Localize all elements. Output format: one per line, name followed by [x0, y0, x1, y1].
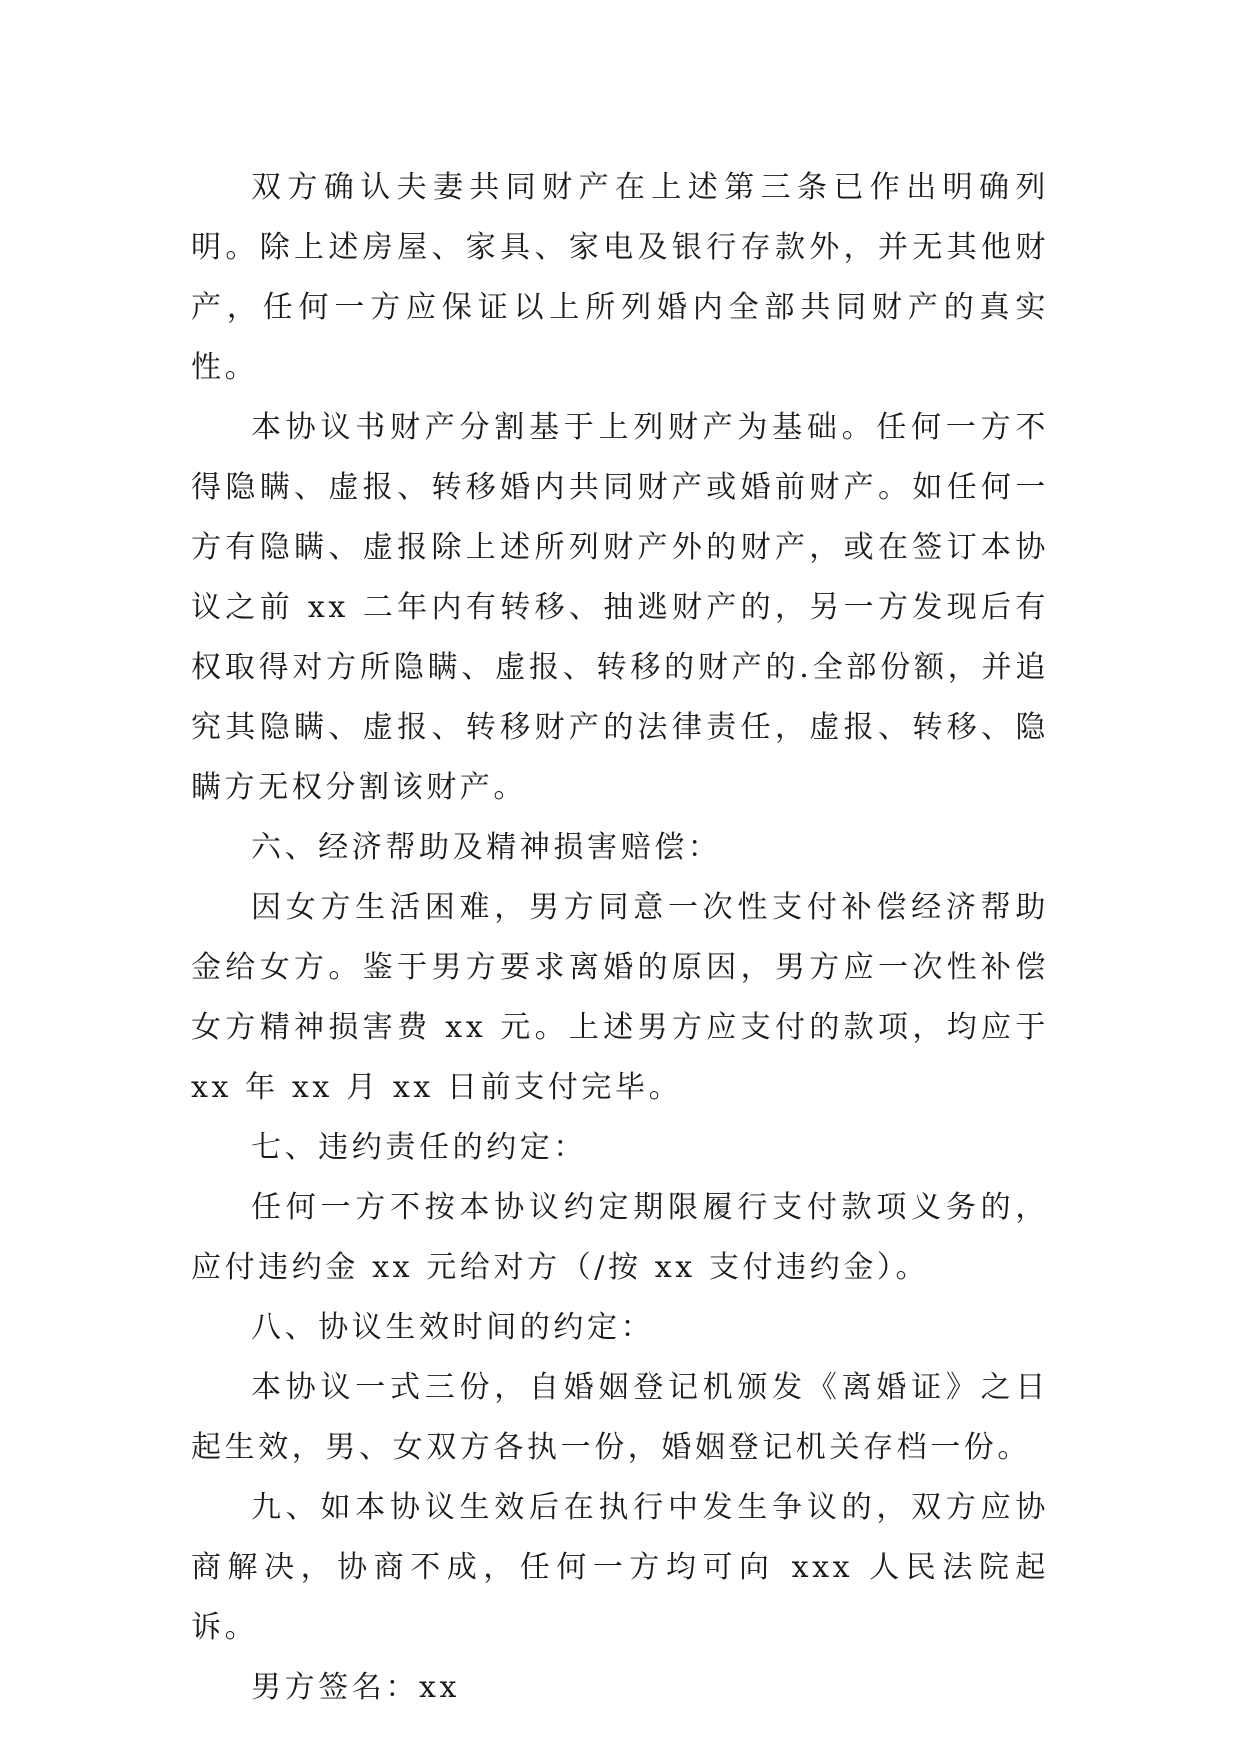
heading-economic-assistance: 六、经济帮助及精神损害赔偿： — [251, 830, 722, 865]
document-page — [191, 158, 1049, 1718]
heading-breach-liability: 七、违约责任的约定： — [251, 1130, 587, 1165]
heading-effective-time: 八、协议生效时间的约定： — [251, 1310, 655, 1345]
paragraph-property-division: 本协议书财产分割基于上列财产为基础。任何一方不得隐瞒、虚报、转移婚内共同财产或婚前财产。如任何一方有隐瞒、虚报除上述所列财产外的财产，或在签订本协议之前 xx 二年内有转移、抽逃财产的，另一方发现后有权取得对方所隐瞒、虚报、转移的财产的.全部份额，并追究其隐瞒、虚报、转移财产的法律责任，虚报、转移、隐瞒方无权分割该财产。 — [191, 410, 1049, 805]
paragraph-copies: 本协议一式三份，自婚姻登记机颁发《离婚证》之日起生效，男、女双方各执一份，婚姻登记机关存档一份。 — [191, 1370, 1049, 1465]
paragraph-dispute-resolution: 九、如本协议生效后在执行中发生争议的，双方应协商解决，协商不成，任何一方均可向 xxx 人民法院起诉。 — [191, 1490, 1049, 1645]
paragraph-compensation: 因女方生活困难，男方同意一次性支付补偿经济帮助金给女方。鉴于男方要求离婚的原因，男方应一次性补偿女方精神损害费 xx 元。上述男方应支付的款项，均应于 xx 年 xx 月 xx 日前支付完毕。 — [191, 890, 1049, 1105]
male-signature-line: 男方签名：xx — [251, 1670, 461, 1705]
paragraph-penalty: 任何一方不按本协议约定期限履行支付款项义务的，应付违约金 xx 元给对方（/按 xx 支付违约金）。 — [191, 1190, 1049, 1285]
paragraph-property-confirmation: 双方确认夫妻共同财产在上述第三条已作出明确列明。除上述房屋、家具、家电及银行存款外，并无其他财产，任何一方应保证以上所列婚内全部共同财产的真实性。 — [191, 170, 1049, 385]
